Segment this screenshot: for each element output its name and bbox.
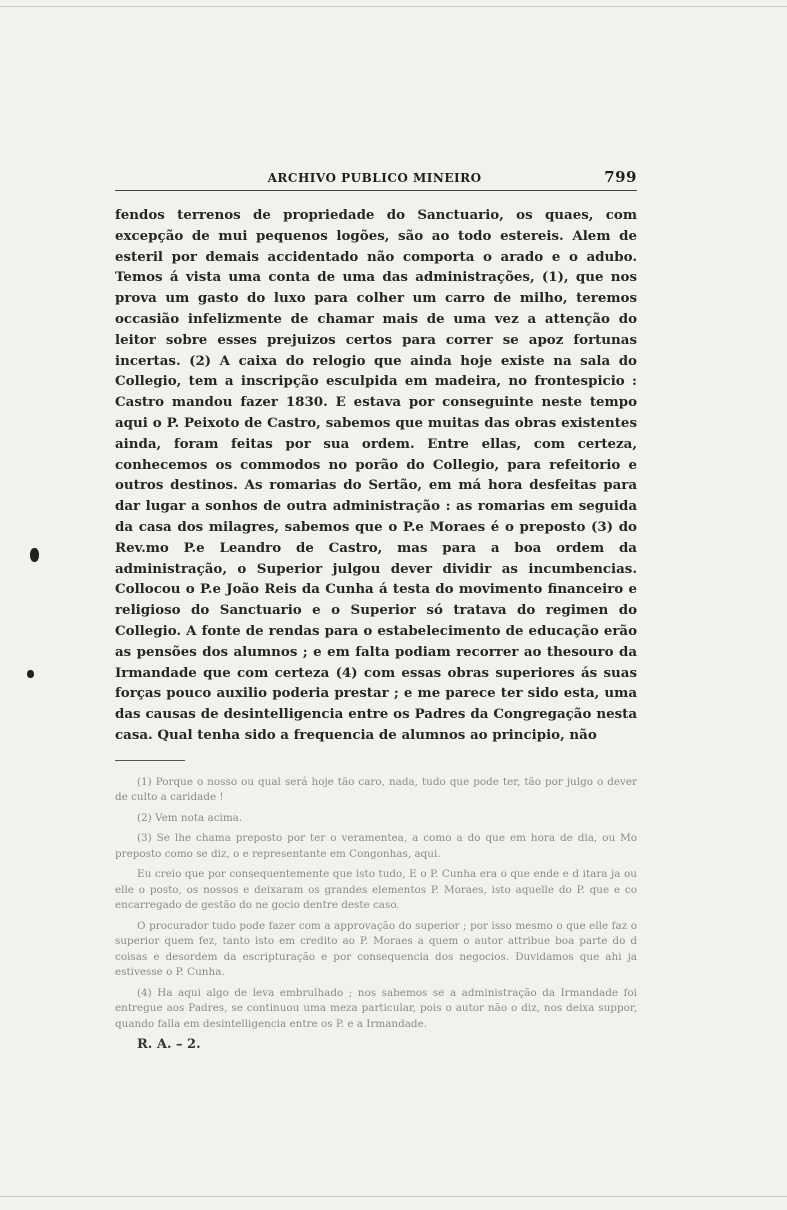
document-page xyxy=(115,168,637,1052)
footnotes xyxy=(115,775,637,1033)
footnote: (1) Porque o nosso ou qual será hoje tão caro, nada, tudo que pode ter, tão por julgo o dever de culto a caridade ! xyxy=(115,775,637,804)
signature-mark: R. A. – 2. xyxy=(137,1037,201,1053)
binding-hole-mark xyxy=(30,548,39,562)
footnote: (3) Se lhe chama preposto por ter o veramentea, a como a do que em hora de dia, ou Mo preposto como se diz, o e representante em Congonhas, aqui. xyxy=(115,832,637,860)
footnote: O procurador tudo pode fazer com a approvação do superior ; por isso mesmo o que elle faz o superior quem fez, tanto isto em credito ao P. Moraes a quem o autor attribue boa parte do d coisas e desordem da escripturação e por consequencia dos negocios. Duvidamos que ahi ja estivesse o P. Cunha. xyxy=(115,919,637,979)
scan-edge-top xyxy=(0,6,787,7)
body-paragraph: fendos terrenos de propriedade do Sanctuario, os quaes, com excepção de mui pequenos logões, são ao todo estereis. Alem de esteril por demais accidentado não comporta o arado e o adubo. Temos á vista uma conta de uma das administrações, (1), que nos prova um gasto do luxo para colher um carro de milho, teremos occasião infelizmente de chamar mais de uma vez a attenção do leitor sobre esses prejuizos certos para correr se apoz fortunas incertas. (2) A caixa do relogio que ainda hoje existe na sala do Collegio, tem a inscripção esculpida em madeira, no frontespicio : Castro mandou fazer 1830. E estava por conseguinte neste tempo aqui o P. Peixoto de Castro, sabemos que muitas das obras existentes ainda, foram feitas por sua ordem. Entre ellas, com certeza, conhecemos os commodos no porão do Collegio, para refeitorio e outros destinos. As romarias do Sertão, em má hora desfeitas para dar lugar a sonhos de outra administração : as romarias em seguida da casa dos milagres, sabemos que o P.e Moraes é o preposto (3) do Rev.mo P.e Leandro de Castro, mas para a boa ordem da administração, o Superior julgou dever dividir as incumbencias. Collocou o P.e João Reis da Cunha á testa do movimento financeiro e religioso do Sanctuario e o Superior só tratava do regimen do Collegio. A fonte de rendas para o estabelecimento de educação erão as pensões dos alumnos ; e em falta podiam recorrer ao thesouro da Irmandade que com certeza (4) com essas obras superiores ás suas forças pouco auxilio poderia prestar ; e me parece ter sido esta, uma das causas de desintelligencia entre os Padres da Congregação nesta casa. Qual tenha sido a frequencia de alumnos ao principio, não xyxy=(115,207,637,743)
footnote-separator xyxy=(115,760,185,761)
binding-hole-mark xyxy=(27,670,34,678)
footnote: (2) Vem nota acima. xyxy=(137,811,243,824)
page-number: 799 xyxy=(604,168,637,186)
running-title: ARCHIVO PUBLICO MINEIRO xyxy=(267,171,482,185)
body-text xyxy=(115,205,637,746)
scan-edge-bottom xyxy=(0,1196,787,1197)
running-header xyxy=(115,168,637,186)
footnote: Eu creio que por consequentemente que isto tudo, E o P. Cunha era o que ende e d itara ja ou elle o posto, os nossos e deixaram os grandes elementos P. Moraes, isto aquelle do P. que e co encarregado de gestão do ne gocio dentre deste caso. xyxy=(115,868,637,912)
footnote: (4) Ha aqui algo de leva embrulhado ; nos sabemos se a administração da Irmandade foi entregue aos Padres, se continuou uma meza particular, pois o autor não o diz, nos deixa suppor, quando falla em desintelligencia entre os P. e a Irmandade. xyxy=(115,986,637,1030)
header-rule xyxy=(115,190,637,191)
